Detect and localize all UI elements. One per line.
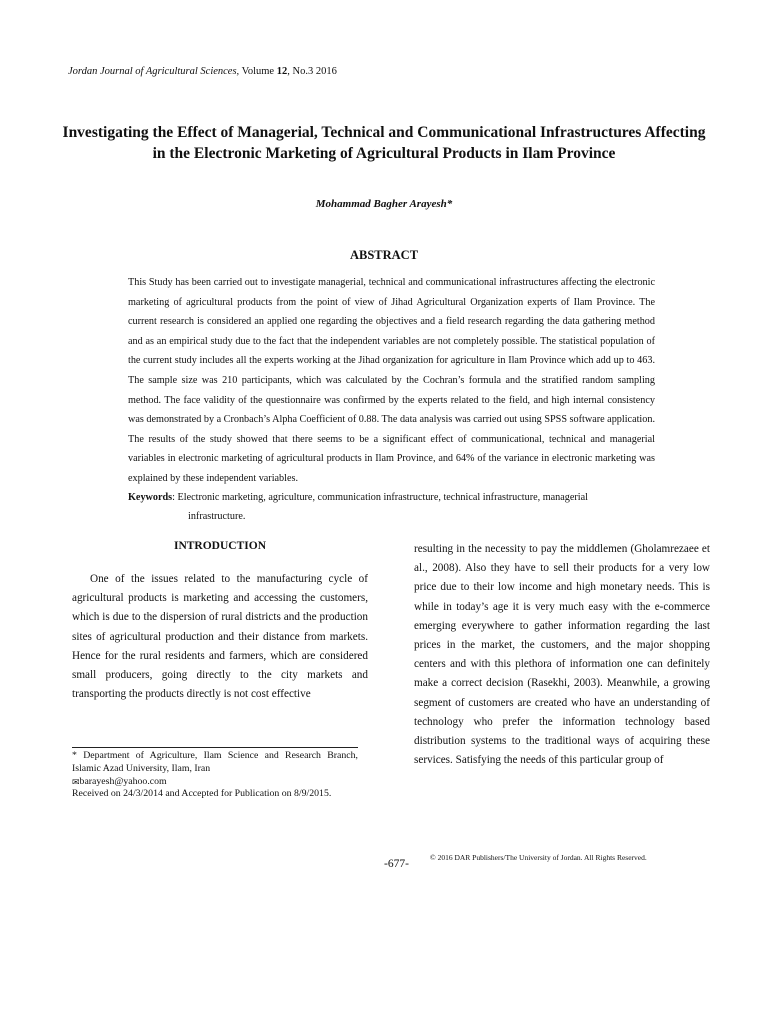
keywords-line2: infrastructure. xyxy=(188,511,246,522)
author-name: Mohammad Bagher Arayesh* xyxy=(315,198,453,210)
journal-name: Jordan Journal of Agricultural Sciences, xyxy=(68,66,240,77)
footnote-email-line xyxy=(72,776,358,789)
keywords-line1: : Electronic marketing, agriculture, communication infrastructure, technical infrastructure, managerial xyxy=(172,492,588,503)
footnote-email: barayesh@yahoo.com xyxy=(79,775,167,787)
journal-citation xyxy=(68,66,337,77)
abstract-body: This Study has been carried out to investigate managerial, technical and communicational infrastructures affecting the electronic marketing of agricultural products from the point of view of Jihad Agricultural Organization experts of Ilam Province. The current research is considered an applied one regarding the objectives and a field research regarding the data gathering method and as an empirical study due to the fact that the independent variables are not completely possible. The statistical population of the current study includes all the experts working at the Jihad organization for agriculture in Ilam Province which add up to 463. The sample size was 210 participants, which was calculated by the Cochran’s formula and the stratified random sampling method. The face validity of the questionnaire was confirmed by the experts related to the field, and high internal consistency was demonstrated by a Cronbach’s Alpha Coefficient of 0.88. The data analysis was carried out using SPSS software application. The results of the study showed that there seems to be a significant effect of communicational, technical and managerial variables in electronic marketing of agricultural products in Ilam Province, and 64% of the variance in electronic marketing was explained by these independent variables. xyxy=(128,277,655,484)
volume-label: Volume xyxy=(239,66,277,77)
footnote-affiliation: * Department of Agriculture, Ilam Science and Research Branch, Islamic Azad University, Ilam, Iran xyxy=(72,750,358,774)
page-number: -677- xyxy=(384,858,409,870)
footnote xyxy=(72,747,358,801)
volume-number: 12 xyxy=(276,66,288,77)
keywords xyxy=(128,488,655,526)
paper-title: Investigating the Effect of Managerial, Technical and Communicational Infrastructures Affecting in the Electronic Marketing of Agricultural Products in Ilam Province xyxy=(62,124,706,162)
introduction-heading: INTRODUCTION xyxy=(173,540,266,552)
right-column xyxy=(414,540,710,770)
email-icon: ✉ xyxy=(72,776,80,787)
abstract-heading: ABSTRACT xyxy=(349,248,419,262)
introduction-paragraph-right: resulting in the necessity to pay the middlemen (Gholamrezaee et al., 2008). Also they have to sell their products for a very low price due to their low income and high monetary needs. This is while in today’s age it is very much easy with the e-commerce emerging everywhere to gather information regarding the last prices in the market, the customers, and the major shopping centers and with this plethora of information one can definitely make a correct decision (Rasekhi, 2003). Meanwhile, a growing segment of customers are created who have an understanding of technology who prefer the information technology based distribution systems to the traditional ways of acquiring these services. Satisfying the needs of this particular group of xyxy=(414,543,710,767)
left-column xyxy=(72,540,368,704)
introduction-paragraph-left: One of the issues related to the manufacturing cycle of agricultural products is marketing and accessing the customers, which is due to the dispersion of rural districts and the production sites of agricultural production and their distance from markets. Hence for the rural residents and farmers, which are considered small producers, going directly to the city markets and transporting the products directly is not cost effective xyxy=(72,573,368,701)
copyright-notice: © 2016 DAR Publishers/The University of Jordan. All Rights Reserved. xyxy=(430,853,647,862)
keywords-label: Keywords xyxy=(128,492,173,503)
issue-info: , No.3 2016 xyxy=(287,66,337,77)
footnote-received: Received on 24/3/2014 and Accepted for Publication on 8/9/2015. xyxy=(72,788,332,800)
